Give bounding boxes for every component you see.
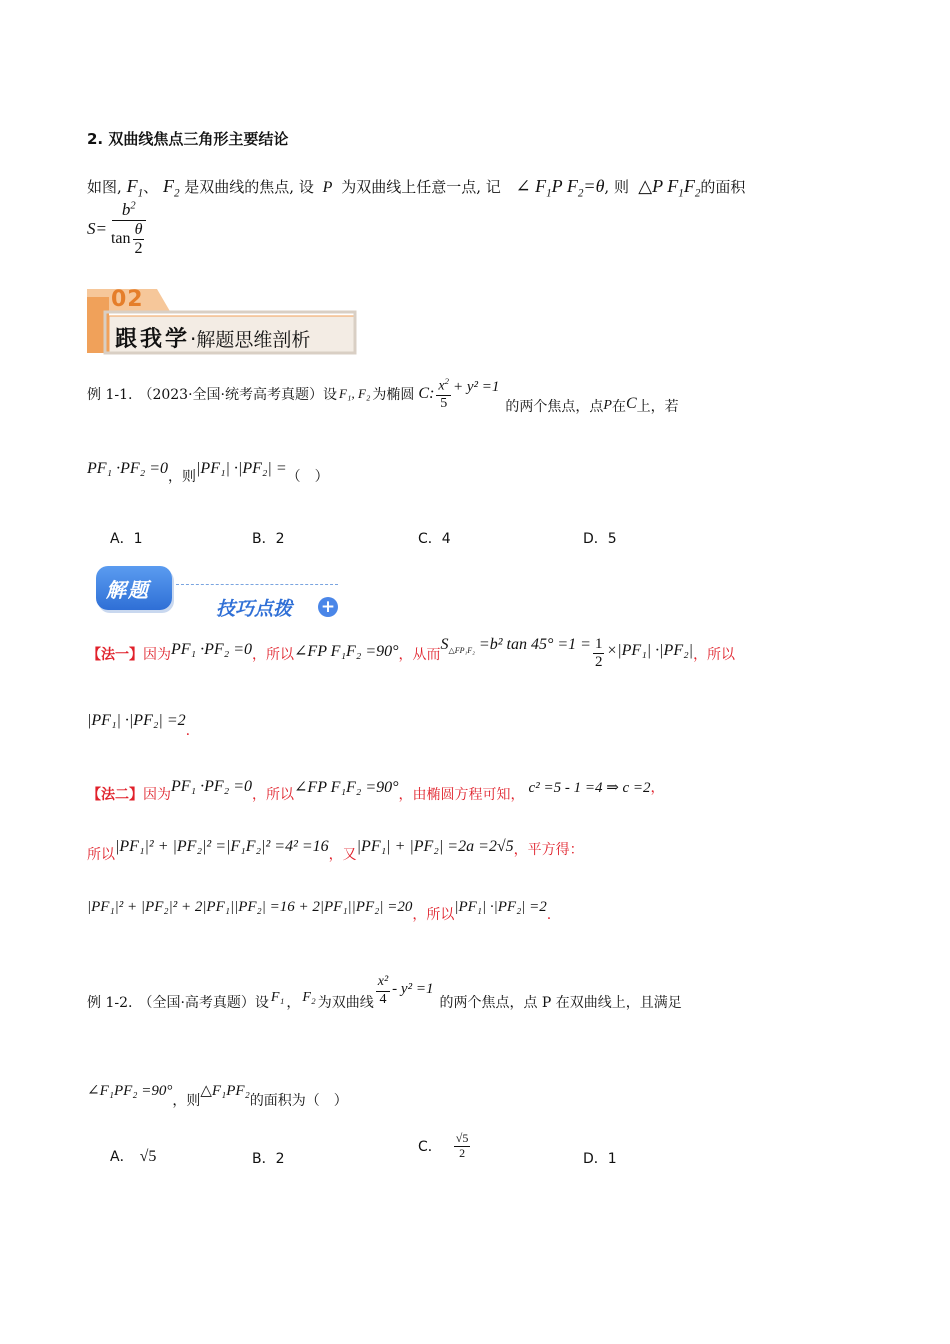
example2-source: （全国·高考真题）设 xyxy=(138,995,269,1011)
example1-cond: PF₁ ·PF₂ =0 xyxy=(87,460,169,477)
example2-triangle: △F₁PF₂ xyxy=(200,1082,250,1099)
option-c-num: √5 xyxy=(455,1131,469,1145)
option-c-fraction xyxy=(454,1132,471,1161)
example1-paren: （ ） xyxy=(286,469,329,485)
tips-banner xyxy=(96,566,346,622)
banner-02 xyxy=(87,287,359,357)
method1-text-4: ，所以 xyxy=(693,646,736,663)
intro-text-3: 为双曲线上任意一点, 记 xyxy=(341,178,501,196)
formula-lhs: S= xyxy=(87,219,107,239)
method1-s-sub: △FP₁F₂ xyxy=(448,646,475,656)
option-value: 1 xyxy=(133,531,143,547)
method2-expr-1: PF₁ ·PF₂ =0 xyxy=(171,778,253,795)
half-den: 2 xyxy=(594,654,603,671)
example2-text-4: 的面积为（ ） xyxy=(249,1093,348,1109)
example1-option-c[interactable] xyxy=(418,528,451,548)
method2-text-8: ，所以 xyxy=(412,907,455,923)
option-key: C． xyxy=(418,1139,442,1156)
example1-eq-x: x xyxy=(438,378,445,394)
example2-f1: F₁ xyxy=(270,990,285,1005)
method1-line2 xyxy=(87,712,191,739)
intro-text: 如图, xyxy=(87,178,122,196)
example2-line1 xyxy=(87,970,682,1012)
option-c-den: 2 xyxy=(459,1145,466,1160)
example1-point: P xyxy=(603,398,612,413)
option-key: D． xyxy=(583,1151,608,1167)
method1-text-1: 因为 xyxy=(143,646,171,663)
angle-theta: =θ xyxy=(583,176,605,196)
example1-option-b[interactable] xyxy=(252,528,285,548)
example2-cond: ∠F₁PF₂ =90° xyxy=(87,1082,173,1099)
tips-badge-text: 解题 xyxy=(106,578,150,602)
example1-text-1: 为椭圆 xyxy=(372,387,415,403)
method1-expr-4: |PF₁| ·|PF₂| =2 xyxy=(87,712,186,729)
formula-num: b xyxy=(121,200,131,219)
option-value: 1 xyxy=(607,1151,617,1167)
intro-text-2: 是双曲线的焦点, 设 xyxy=(184,178,314,196)
example1-text-3: 在 xyxy=(611,399,626,415)
banner-title-dot: · xyxy=(190,327,197,351)
example2-option-a[interactable] xyxy=(110,1146,156,1166)
formula-theta: θ xyxy=(133,221,145,240)
method1-tag: 【法一】 xyxy=(87,646,143,663)
example2-eq-num: x² xyxy=(376,974,390,991)
example2-label: 例 1-2. xyxy=(87,995,133,1011)
method1-s: S xyxy=(440,636,449,654)
banner-title-main: 跟我学 xyxy=(115,327,191,352)
method1-expr-2: ∠FP F₁F₂ =90° xyxy=(294,642,399,660)
example1-text-5: ，则 xyxy=(168,469,197,485)
method1-expr-3: =b² tan 45° =1 = xyxy=(478,636,591,654)
option-value: 2 xyxy=(275,1151,285,1167)
example1-ask: |PF₁| ·|PF₂| = xyxy=(196,460,287,477)
method1-line1 xyxy=(87,636,735,672)
option-key: B． xyxy=(252,531,276,547)
method2-expr-7: |PF₁| ·|PF₂| =2 xyxy=(454,898,547,915)
method2-expr-3: c² =5 - 1 =4 ⇒ c =2 xyxy=(528,779,651,796)
formula-two: 2 xyxy=(134,239,143,257)
example1-option-d[interactable] xyxy=(583,528,617,548)
example2-line2 xyxy=(87,1070,348,1110)
method1-period: . xyxy=(185,723,191,739)
example2-eq-den: 4 xyxy=(379,991,387,1007)
option-value: √5 xyxy=(139,1148,157,1165)
banner-number: 02 xyxy=(111,287,144,312)
method2-line2 xyxy=(87,830,584,864)
formula-tan: tan xyxy=(110,230,131,248)
example1-eq-den: 5 xyxy=(440,395,448,411)
example2-option-c[interactable] xyxy=(418,1132,472,1161)
area-formula xyxy=(87,200,151,258)
banner-title-sub: 解题思维剖析 xyxy=(196,329,311,351)
example1-curve: C xyxy=(418,385,430,402)
tips-dashed-line xyxy=(176,584,338,585)
method2-text-6: ，又 xyxy=(328,847,357,863)
intro-text-4: , 则 xyxy=(604,178,629,196)
method1-expr-3-tail: ×|PF₁| ·|PF₂| xyxy=(606,641,694,659)
method2-line1 xyxy=(87,770,665,804)
method2-expr-4: |PF₁|² + |PF₂|² =|F₁F₂|² =4² =16 xyxy=(115,838,329,855)
intro-line: 如图, $F_1$、 $F_2$ 是双曲线的焦点, 设 P 为双曲线上任意一点, 记 ∠ $F_1P$ $F_2=\theta$, 则 △P $F_1F_2$的面积 xyxy=(87,176,746,200)
formula-num-exp: 2 xyxy=(130,200,136,212)
formula-fraction xyxy=(109,200,149,258)
option-key: A． xyxy=(110,1149,134,1165)
method2-line3 xyxy=(87,890,551,924)
method1-half xyxy=(593,636,605,672)
example1-eq-rest: + y² =1 xyxy=(452,378,500,395)
intro-text-5: 的面积 xyxy=(700,178,746,196)
example2-option-d[interactable] xyxy=(583,1148,617,1168)
method1-text-2: ，所以 xyxy=(252,646,295,663)
method2-text-3: ，由椭圆方程可知， xyxy=(398,787,525,803)
example2-option-b[interactable] xyxy=(252,1148,285,1168)
option-value: 4 xyxy=(441,531,451,547)
example1-curve-2: C xyxy=(625,395,637,412)
half-num: 1 xyxy=(593,636,605,654)
method2-tag: 【法二】 xyxy=(87,787,143,803)
method2-expr-6: |PF₁|² + |PF₂|² + 2|PF₁||PF₂| =16 + 2|PF₁||PF₂| =20 xyxy=(87,898,413,915)
example1-label: 例 1-1. xyxy=(87,387,133,403)
banner-title xyxy=(115,322,310,353)
option-key: C． xyxy=(418,531,442,547)
example2-text-3: ，则 xyxy=(172,1093,201,1109)
method2-period: . xyxy=(546,907,552,923)
example2-comma: ， xyxy=(286,995,301,1011)
option-key: B． xyxy=(252,1151,276,1167)
option-key: A． xyxy=(110,531,134,547)
example1-option-a[interactable] xyxy=(110,528,143,548)
example2-text-2: 的两个焦点，点 P 在双曲线上，且满足 xyxy=(439,995,682,1011)
example1-line2 xyxy=(87,460,329,486)
example1-line1: 例 1-1. （2023·全国·统考高考真题）设 F₁, F₂ 为椭圆 C : $\frac{x^2}{5}$ + y² =1 的两个焦点，点 P 在 C 上，若 xyxy=(87,376,679,415)
method2-text-4: ， xyxy=(650,780,665,796)
option-value: 5 xyxy=(607,531,617,547)
example2-text-1: 为双曲线 xyxy=(317,995,374,1011)
method2-expr-2: ∠FP F₁F₂ =90° xyxy=(294,779,399,796)
method1-text-3: ，从而 xyxy=(398,646,441,663)
example1-text-4: 上，若 xyxy=(636,399,679,415)
example1-eq-fraction: $\frac{x^2}{5}$ xyxy=(438,376,449,411)
option-value: 2 xyxy=(275,531,285,547)
method2-text-5: 所以 xyxy=(87,847,115,863)
option-key: D． xyxy=(583,531,608,547)
method2-expr-5: |PF₁| + |PF₂| =2a =2√5 xyxy=(356,838,514,855)
section-heading: 2. 双曲线焦点三角形主要结论 xyxy=(87,130,289,148)
example1-text-2: 的两个焦点，点 xyxy=(505,399,604,415)
method2-text-7: ，平方得： xyxy=(513,842,584,858)
method2-text-2: ，所以 xyxy=(252,787,295,803)
tips-subtitle: 技巧点拨 xyxy=(216,598,293,620)
method2-text-1: 因为 xyxy=(143,787,171,803)
example2-eq-fraction xyxy=(376,974,390,1007)
example1-source: （2023·全国·统考高考真题）设 xyxy=(138,387,337,403)
intro-sep: 、 xyxy=(143,178,159,196)
example1-foci: F₁, F₂ xyxy=(338,386,371,401)
plus-icon: + xyxy=(318,597,338,617)
example2-eq-rest: - y² =1 xyxy=(392,980,434,997)
example2-f2: F₂ xyxy=(302,990,316,1005)
method1-expr-1: PF₁ ·PF₂ =0 xyxy=(171,640,253,658)
